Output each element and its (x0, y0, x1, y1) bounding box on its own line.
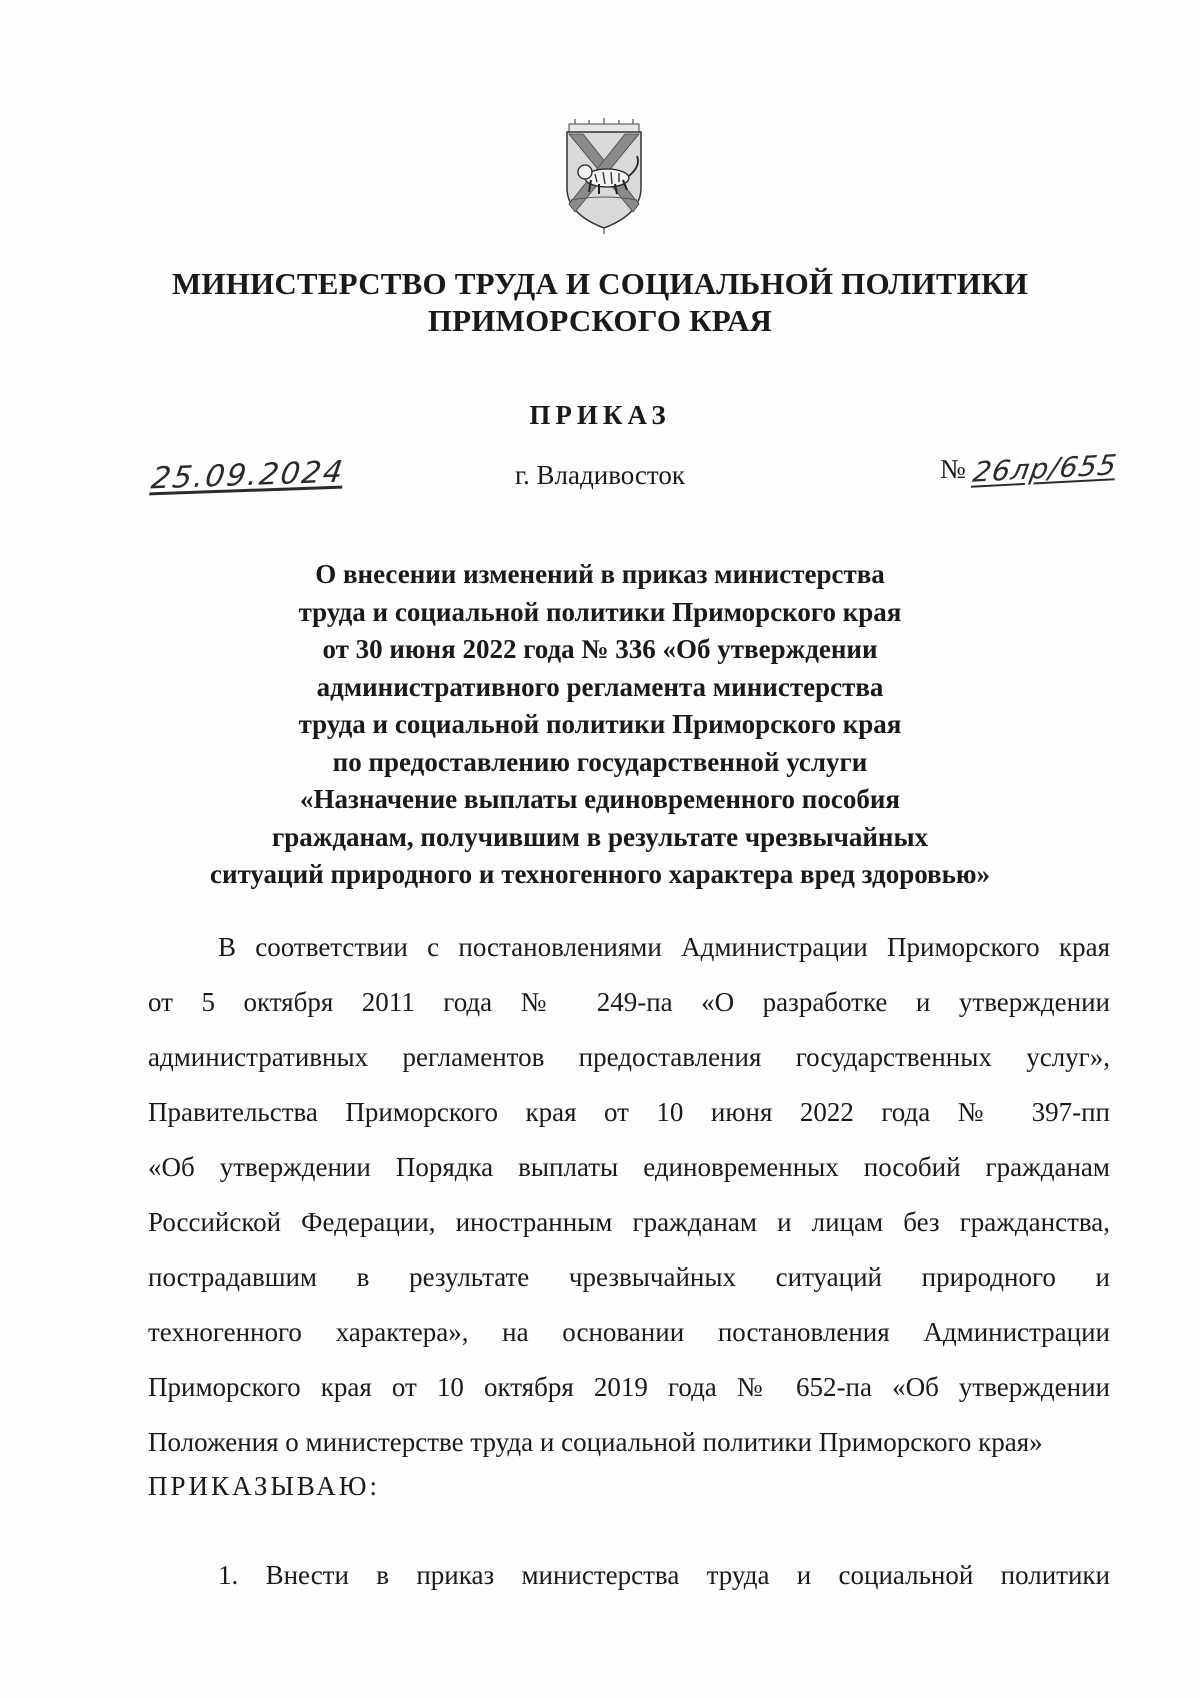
order-directive-heading: ПРИКАЗЫВАЮ: (148, 1471, 380, 1501)
subject-line: административного регламента министерства (316, 671, 884, 702)
order-title: ПРИКАЗ (529, 400, 671, 430)
preamble-line: Положения о министерстве труда и социальной политики Приморского края» (148, 1427, 1043, 1457)
preamble-paragraph (148, 920, 1110, 1470)
city: г. Владивосток (515, 460, 685, 490)
order-item-1: 1. Внести в приказ министерства труда и социальной политики (218, 1560, 1110, 1590)
subject-line: ситуаций природного и техногенного характера вред здоровью» (209, 859, 991, 889)
subject-line: труда и социальной политики Приморского края (298, 709, 902, 739)
subject-line: труда и социальной политики Приморского края (298, 596, 902, 627)
handwritten-order-number: 26лр/655 (970, 448, 1120, 489)
preamble-line: административных регламентов предоставления государственных услуг», (148, 1042, 1110, 1072)
subject-line: О внесении изменений в приказ министерства (315, 559, 885, 589)
subject-line: по предоставлению государственной услуги (332, 746, 868, 777)
ministry-name-line2: ПРИМОРСКОГО КРАЯ (427, 303, 773, 338)
preamble-line: Правительства Приморского края от 10 июня 2022 года № 397-пп (148, 1097, 1110, 1127)
preamble-line: техногенного характера», на основании постановления Администрации (148, 1317, 1110, 1347)
preamble-line: Приморского края от 10 октября 2019 года № 652-па «Об утверждении (148, 1372, 1110, 1402)
order-number (940, 448, 1120, 489)
preamble-line: В соответствии с постановлениями Администрации Приморского края (218, 932, 1110, 962)
order-subject (0, 556, 1200, 894)
preamble-line: пострадавшим в результате чрезвычайных ситуаций природного и (148, 1262, 1110, 1292)
preamble-line: «Об утверждении Порядка выплаты единовременных пособий гражданам (148, 1152, 1110, 1182)
number-prefix: № (940, 454, 966, 484)
preamble-line: Российской Федерации, иностранным гражданам и лицам без гражданства, (148, 1207, 1110, 1237)
subject-line: гражданам, получившим в результате чрезвычайных (271, 821, 929, 852)
subject-line: от 30 июня 2022 года № 336 «Об утверждении (322, 634, 878, 664)
preamble-line: от 5 октября 2011 года № 249-па «О разработке и утверждении (148, 987, 1110, 1017)
ministry-name-line1: МИНИСТЕРСТВО ТРУДА И СОЦИАЛЬНОЙ ПОЛИТИКИ (171, 266, 1029, 301)
subject-line: «Назначение выплаты единовременного пособия (300, 784, 900, 814)
primorsky-krai-coat-of-arms-icon (561, 118, 647, 234)
handwritten-date: 25.09.2024 (148, 454, 347, 497)
